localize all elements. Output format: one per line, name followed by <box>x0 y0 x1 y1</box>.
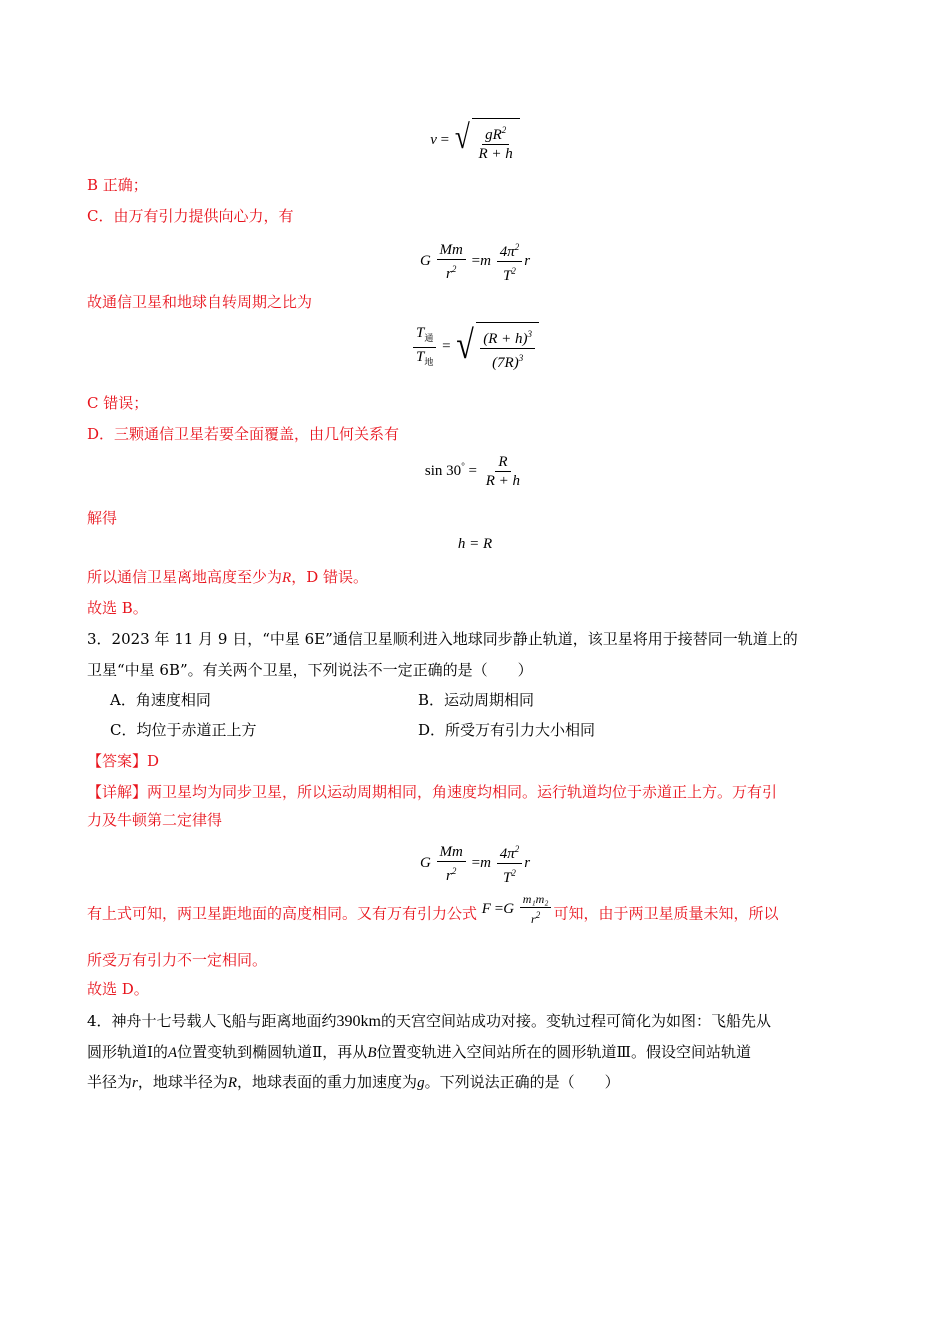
q4-point-a: A <box>167 1045 178 1061</box>
eq2-num2: 4π <box>499 244 515 260</box>
detail-conclusion-b: 可知，由于两卫星质量未知，所以 <box>553 904 779 923</box>
eq4-frac <box>483 453 523 490</box>
q4-line-1-b: 的天宫空间站成功对接。变轨过程可简化为如图：飞船先从 <box>381 1012 772 1030</box>
d-conclusion-a: 所以通信卫星离地高度至少为 <box>87 568 283 586</box>
eq3-t-top: T <box>415 324 425 341</box>
q3-line-2: 卫星“中星 6B”。有关两个卫星，下列说法不一定正确的是（ ） <box>87 661 533 679</box>
inline-den: r <box>531 912 536 926</box>
inline-equals: = <box>494 900 504 917</box>
eq3-t-bot-sub: 地 <box>424 356 434 367</box>
eq2-frac1 <box>437 241 466 283</box>
b-correct-text: B 正确； <box>87 176 148 194</box>
eq3-rhs-frac <box>480 325 535 372</box>
eq2-den1: r <box>446 265 452 282</box>
eq2-equals: = <box>471 252 481 269</box>
inline-num: m₁m₂ <box>520 892 552 908</box>
eq6-frac2 <box>497 840 523 887</box>
eq6-r: r <box>524 854 531 871</box>
eq3-equals: = <box>442 338 451 355</box>
q4-line-3-a: 半径为 <box>87 1073 133 1091</box>
q4-symbol-g: g <box>417 1075 425 1091</box>
eq1-lhs: v <box>430 131 437 148</box>
c-ratio-text: 故通信卫星和地球自转周期之比为 <box>87 293 313 311</box>
height-result-equation: h = R <box>457 536 493 552</box>
q4-line-3-d: 。下列说法正确的是（ ） <box>424 1073 620 1091</box>
eq6-g: G <box>419 854 431 871</box>
q4-line-2 <box>87 1042 751 1063</box>
eq6-num1: Mm <box>437 843 466 862</box>
eq3-den-sup: 3 <box>518 353 524 363</box>
eq2-den1-sup: 2 <box>451 263 457 274</box>
d-intro-text: D．三颗通信卫星若要全面覆盖，由几何关系有 <box>87 425 400 443</box>
detail-label: 【详解】 <box>87 783 148 801</box>
eq2-num2-sup: 2 <box>514 242 520 252</box>
d-conclusion-r: R <box>282 570 292 586</box>
velocity-equation <box>0 118 950 163</box>
detail-line-1-text: 两卫星均为同步卫星，所以运动周期相同，角速度均相同。运行轨道均位于赤道正上方。万有引 <box>147 783 778 801</box>
detail-line-2: 力及牛顿第二定律得 <box>87 811 223 829</box>
eq6-den2-sup: 2 <box>511 868 516 878</box>
q3-option-b[interactable]: B．运动周期相同 <box>418 691 535 709</box>
q3-option-c[interactable]: C．均位于赤道正上方 <box>110 721 257 739</box>
q3-line-1: 3．2023 年 11 月 9 日，“中星 6E”通信卫星顺利进入地球同步静止轨道，该卫星将用于接替同一轨道上的 <box>87 630 798 648</box>
q4-line-3-c: ，地球表面的重力加速度为 <box>237 1073 418 1091</box>
detail-conclusion-a: 有上式可知，两卫星距地面的高度相同。又有万有引力公式 <box>87 904 478 923</box>
eq4-den: R + h <box>485 473 521 489</box>
q4-line-3-b: ，地球半径为 <box>137 1073 228 1091</box>
period-ratio-equation <box>0 322 950 372</box>
eq3-sqrt: √ $\frac{(R + h)^3}{(7R)^3}$ <box>454 322 539 372</box>
gravitation-equation-2 <box>0 840 950 887</box>
eq6-den1: r <box>446 867 452 884</box>
eq2-g: G <box>419 252 431 269</box>
inline-f: F <box>481 900 491 917</box>
eq3-den: (7R) <box>492 355 519 371</box>
eq6-equals: = <box>471 854 481 871</box>
eq6-den1-sup: 2 <box>451 865 457 876</box>
answer-text: 【答案】D <box>87 752 160 770</box>
eq2-frac2 <box>497 238 523 285</box>
eq3-t-top-sub: 通 <box>424 332 434 343</box>
d-conclusion-b: ，D 错误。 <box>291 568 368 586</box>
eq6-num2: 4π <box>499 846 515 862</box>
eq2-r: r <box>524 252 531 269</box>
eq4-lhs: sin 30 <box>424 462 462 479</box>
eq2-den2: T <box>503 268 512 284</box>
eq4-equals: = <box>468 462 478 479</box>
q4-line-3 <box>87 1072 620 1093</box>
eq2-num1: Mm <box>437 241 466 260</box>
inline-den-sup: 2 <box>535 910 541 920</box>
eq3-num: (R + h) <box>483 331 528 347</box>
eq1-equals: = <box>440 131 450 148</box>
inline-g: G <box>503 900 515 917</box>
eq1-denominator: R + h <box>478 146 513 162</box>
eq1-sqrt: √ $\frac{gR^2}{R + h}$ <box>453 118 520 163</box>
eq6-m: m <box>480 854 491 871</box>
eq3-lhs-frac <box>413 324 436 371</box>
eq3-t-bot: T <box>415 348 425 365</box>
q4-line-1-a: 4．神舟十七号载人飞船与距离地面约 <box>87 1012 337 1030</box>
solve-text: 解得 <box>87 509 118 527</box>
q4-line-2-a: 圆形轨道Ⅰ的 <box>87 1043 168 1061</box>
q4-line-1 <box>87 1011 771 1032</box>
detail-conclusion <box>87 892 779 927</box>
q4-symbol-r: r <box>132 1075 138 1091</box>
eq4-degree: ° <box>461 460 465 471</box>
inline-frac <box>520 892 552 927</box>
q4-line-2-b: 位置变轨到椭圆轨道Ⅱ，再从 <box>177 1043 368 1061</box>
eq1-numerator: gR <box>485 127 502 143</box>
inline-force-formula <box>482 892 554 927</box>
d-conclusion <box>87 567 368 588</box>
eq2-m: m <box>480 252 491 269</box>
q4-line-2-c: 位置变轨进入空间站所在的圆形轨道Ⅲ。假设空间站轨道 <box>376 1043 751 1061</box>
q4-distance: 390km <box>336 1013 381 1030</box>
choose-b-text: 故选 B。 <box>87 599 148 617</box>
gravitation-equation-1 <box>0 238 950 285</box>
geometry-equation <box>0 453 950 490</box>
q4-symbol-capital-r: R <box>227 1075 238 1091</box>
eq2-den2-sup: 2 <box>511 266 516 276</box>
eq1-fraction <box>476 121 516 163</box>
detail-conclusion-c: 所受万有引力不一定相同。 <box>87 951 268 969</box>
eq1-num-sup: 2 <box>501 125 507 135</box>
detail-line-1 <box>87 782 777 802</box>
eq6-frac1 <box>437 843 466 885</box>
q4-point-b: B <box>367 1045 377 1061</box>
eq6-num2-sup: 2 <box>514 844 520 854</box>
eq6-den2: T <box>503 870 512 886</box>
c-intro-text: C．由万有引力提供向心力，有 <box>87 207 294 225</box>
eq3-num-sup: 3 <box>527 329 533 339</box>
choose-d-text: 故选 D。 <box>87 980 149 998</box>
eq4-num: R <box>495 453 510 472</box>
q3-option-a[interactable]: A．角速度相同 <box>110 691 211 709</box>
c-wrong-text: C 错误； <box>87 394 149 412</box>
q3-option-d[interactable]: D．所受万有引力大小相同 <box>418 721 596 739</box>
